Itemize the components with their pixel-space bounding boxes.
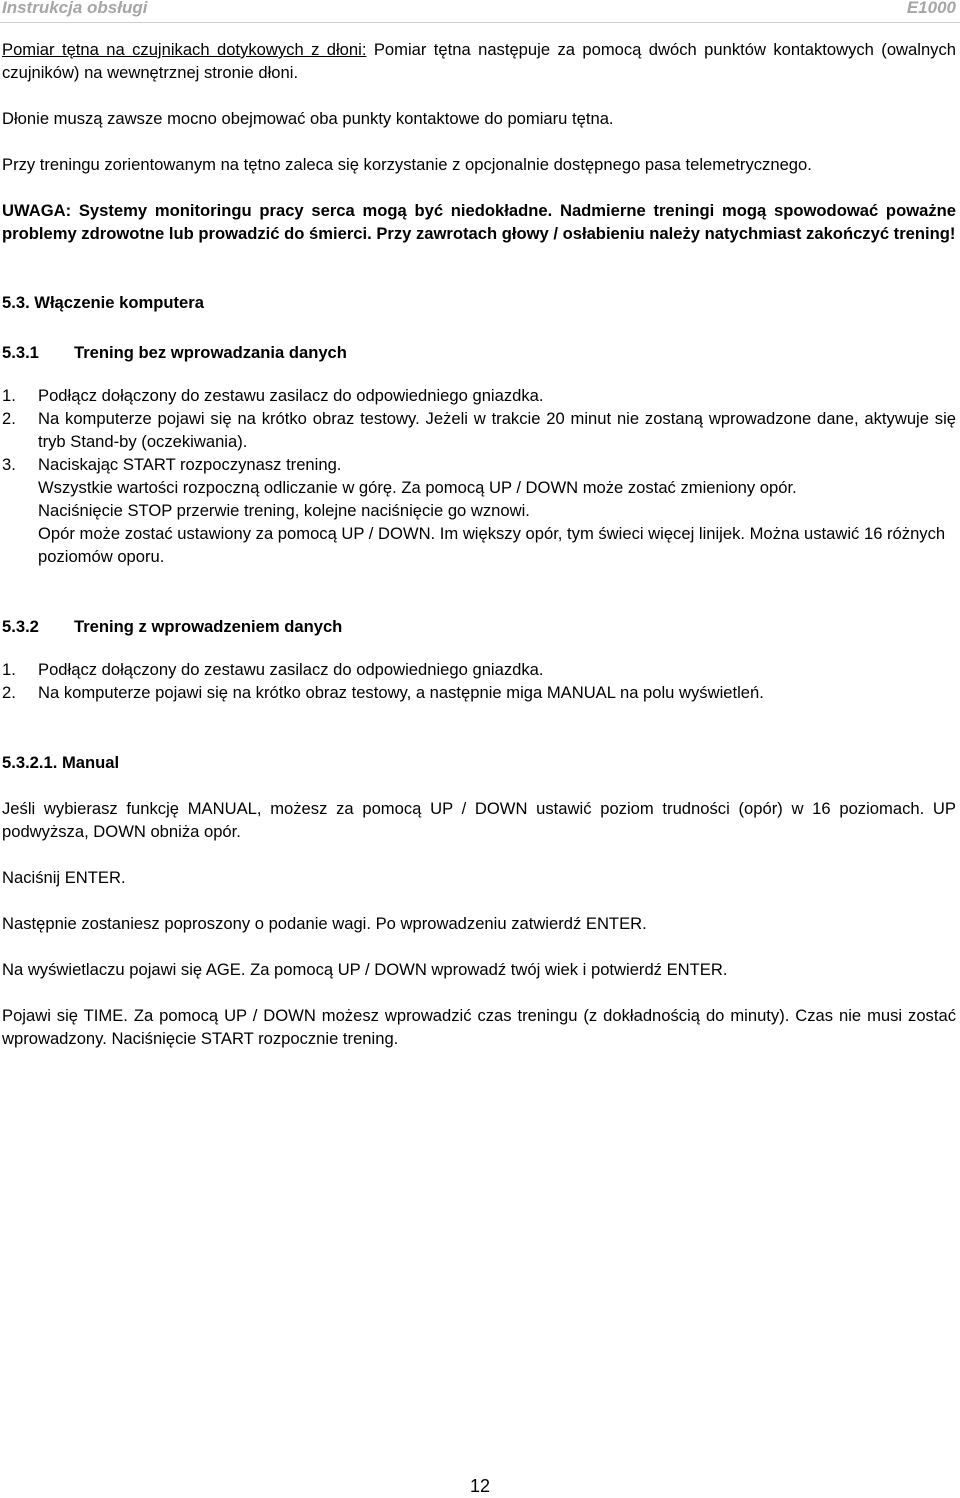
section-5-3-2-title: Trening z wprowadzeniem danych (74, 617, 343, 636)
warning-paragraph: UWAGA: Systemy monitoringu pracy serca mogą być niedokładne. Nadmierne treningi mogą spowodować poważne problemy zdrowotne lub prowadzić do śmierci. Przy zawrotach głowy / osłabieniu należy natychmiast zakończyć trening! (2, 201, 956, 243)
manual-paragraph: Pojawi się TIME. Za pomocą UP / DOWN możesz wprowadzić czas treningu (z dokładnością do minuty). Czas nie musi zostać wprowadzony. Naciśnięcie START rozpocznie trening. (2, 1006, 956, 1048)
pulse-label: Pomiar tętna na czujnikach dotykowych z dłoni: (2, 40, 367, 59)
step-number: 2. (2, 409, 16, 428)
list-item (2, 453, 956, 476)
step-number: 3. (2, 455, 16, 474)
section-5-3-2-steps (2, 658, 956, 704)
section-5-3-1-number: 5.3.1 (2, 343, 39, 362)
section-5-3-1-title: Trening bez wprowadzania danych (74, 343, 347, 362)
header-title: Instrukcja obsługi (2, 0, 148, 17)
page-header (0, 0, 960, 24)
note-paragraph: Opór może zostać ustawiony za pomocą UP / DOWN. Im większy opór, tym świeci więcej linijek. Można ustawić 16 różnych poziomów oporu. (38, 524, 946, 566)
header-divider (0, 22, 960, 23)
step-number: 1. (2, 660, 16, 679)
note-paragraph: Naciśnięcie STOP przerwie trening, kolejne naciśnięcie go wznowi. (38, 501, 530, 520)
step-text: Podłącz dołączony do zestawu zasilacz do odpowiedniego gniazdka. (38, 660, 544, 679)
list-item (2, 681, 956, 704)
section-5-3-2-1-heading: 5.3.2.1. Manual (2, 753, 120, 772)
section-5-3-heading: 5.3. Włączenie komputera (2, 293, 204, 312)
step-number: 1. (2, 386, 16, 405)
section-5-3-1-steps (2, 384, 956, 476)
page-number: 12 (469, 1476, 491, 1496)
section-5-3-2-heading (2, 615, 956, 638)
note-paragraph: Wszystkie wartości rozpoczną odliczanie w górę. Za pomocą UP / DOWN może zostać zmieniony opór. (38, 478, 797, 497)
step-text: Naciskając START rozpoczynasz trening. (38, 455, 342, 474)
section-5-3-2-number: 5.3.2 (2, 617, 39, 636)
step-text: Podłącz dołączony do zestawu zasilacz do odpowiedniego gniazdka. (38, 386, 544, 405)
header-model: E1000 (906, 0, 956, 17)
step-text: Na komputerze pojawi się na krótko obraz testowy. Jeżeli w trakcie 20 minut nie zostaną wprowadzone dane, aktywuje się tryb Stand-by (oczekiwania). (38, 409, 956, 451)
belt-paragraph: Przy treningu zorientowanym na tętno zaleca się korzystanie z opcjonalnie dostępnego pasa telemetrycznego. (2, 155, 812, 174)
list-item (2, 658, 956, 681)
step-text: Na komputerze pojawi się na krótko obraz testowy, a następnie miga MANUAL na polu wyświetleń. (38, 683, 764, 702)
section-5-3-1-heading (2, 341, 956, 364)
pulse-paragraph (2, 38, 956, 84)
manual-paragraph: Jeśli wybierasz funkcję MANUAL, możesz za pomocą UP / DOWN ustawić poziom trudności (opór) w 16 poziomach. UP podwyższa, DOWN obniża opór. (2, 799, 956, 841)
manual-paragraph: Naciśnij ENTER. (2, 868, 126, 887)
pulse-text: Pomiar tętna następuje za pomocą dwóch punktów kontaktowych (owalnych czujników) na wewnętrznej stronie dłoni. (2, 40, 956, 82)
manual-paragraph: Następnie zostaniesz poproszony o podanie wagi. Po wprowadzeniu zatwierdź ENTER. (2, 914, 647, 933)
list-item (2, 384, 956, 407)
manual-paragraph: Na wyświetlaczu pojawi się AGE. Za pomocą UP / DOWN wprowadź twój wiek i potwierdź ENTER. (2, 960, 728, 979)
list-item (2, 407, 956, 453)
step-number: 2. (2, 683, 16, 702)
document-body (2, 38, 956, 1050)
hands-paragraph: Dłonie muszą zawsze mocno obejmować oba punkty kontaktowe do pomiaru tętna. (2, 109, 614, 128)
